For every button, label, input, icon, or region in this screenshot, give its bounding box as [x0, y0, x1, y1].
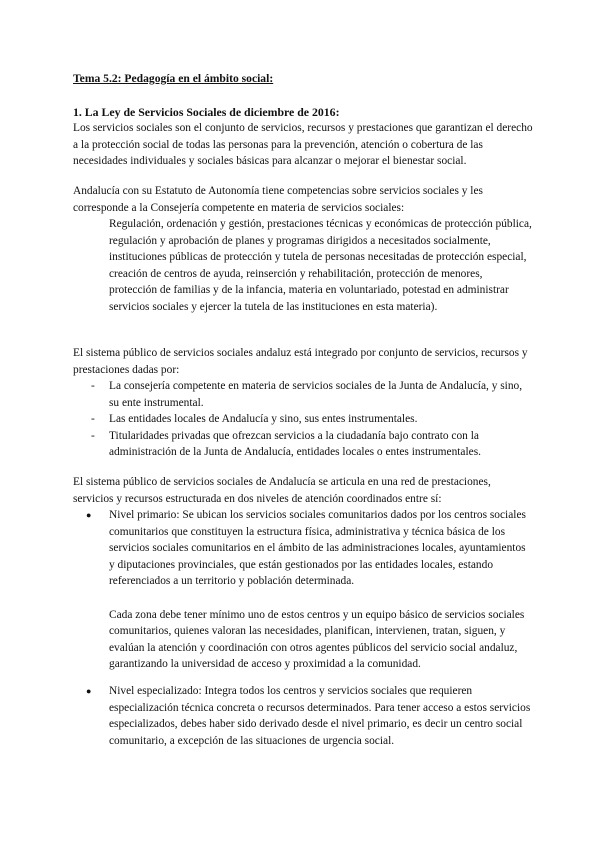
list-item-text: Titularidades privadas que ofrezcan servicios a la ciudadanía bajo contrato con la administración de la Junta de Andalucía, entidades locales o entes instrumentales.	[109, 429, 481, 459]
section-heading: 1. La Ley de Servicios Sociales de diciembre de 2016:	[73, 105, 340, 119]
dash-marker: -	[91, 413, 95, 426]
list-item	[73, 683, 533, 749]
document-title: Tema 5.2: Pedagogía en el ámbito social:	[73, 72, 274, 85]
list-item	[73, 507, 533, 673]
red-intro-paragraph: El sistema público de servicios sociales de Andalucía se articula en una red de prestaciones, servicios y recursos estructurada en dos niveles de atención coordinados entre sí:	[73, 476, 491, 505]
sistema-list	[73, 378, 533, 461]
bullet-icon: ●	[86, 510, 92, 520]
nivel-especializado-text: Nivel especializado: Integra todos los centros y servicios sociales que requieren especialización técnica concreta o recursos determinados. Para tener acceso a estos servicios especializados, debes haber sido derivado desde el nivel primario, es decir un centro social comunitario, a excepción de las situaciones de urgencia social.	[109, 685, 531, 747]
sistema-intro-paragraph: El sistema público de servicios sociales andaluz está integrado por conjunto de servicios, recursos y prestaciones dadas por:	[73, 347, 528, 376]
niveles-list-2	[73, 683, 533, 749]
intro-paragraph: Los servicios sociales son el conjunto de servicios, recursos y prestaciones que garantizan el derecho a la protección social de todas las personas para la prevención, atención o cobertura de las necesidades individuales y sociales básicas para alcanzar o mejorar el bienestar social.	[73, 122, 533, 168]
competencias-paragraph: Regulación, ordenación y gestión, prestaciones técnicas y económicas de protección pública, regulación y aprobación de planes y programas dirigidos a necesitados socialmente, instituciones públicas de protección y tutela de personas necesitadas de protección especial, creación de centros de ayuda, reinserción y rehabilitación, protección de menores, protección de familias y de la infancia, materia en voluntariado, potestad en administrar servicios sociales y ejercer la tutela de las instituciones en esta materia).	[109, 218, 532, 313]
list-item-text: Las entidades locales de Andalucía y sino, sus entes instrumentales.	[109, 413, 418, 426]
list-item-text: La consejería competente en materia de servicios sociales de la Junta de Andalucía, y sino, su ente instrumental.	[109, 380, 523, 409]
andalucia-paragraph: Andalucía con su Estatuto de Autonomía tiene competencias sobre servicios sociales y les corresponde a la Consejería competente en materia de servicios sociales:	[73, 185, 483, 214]
nivel-primario-extra: Cada zona debe tener mínimo uno de estos centros y un equipo básico de servicios sociales comunitarios, quienes valoran las necesidades, planifican, intervienen, tratan, siguen, y evalúan la atención y coordinación con otros agentes públicos del servicio social andaluz, garantizando la universidad de acceso y proximidad a la comunidad.	[109, 608, 525, 671]
list-item	[73, 428, 533, 461]
dash-marker: -	[91, 380, 95, 392]
bullet-icon: ●	[86, 686, 92, 696]
nivel-primario-text: Nivel primario: Se ubican los servicios sociales comunitarios dados por los centros sociales comunitarios que constituyen la estructura física, administrativa y técnica básica de los servicios sociales comunitarios en el ámbito de las administraciones locales, ayuntamientos y diputaciones provinciales, que están gestionados por las entidades locales, estando referenciados a un territorio y población determinada.	[109, 509, 526, 588]
dash-marker: -	[91, 429, 95, 442]
list-item	[73, 378, 533, 411]
list-item	[73, 411, 533, 428]
niveles-list	[73, 507, 533, 673]
